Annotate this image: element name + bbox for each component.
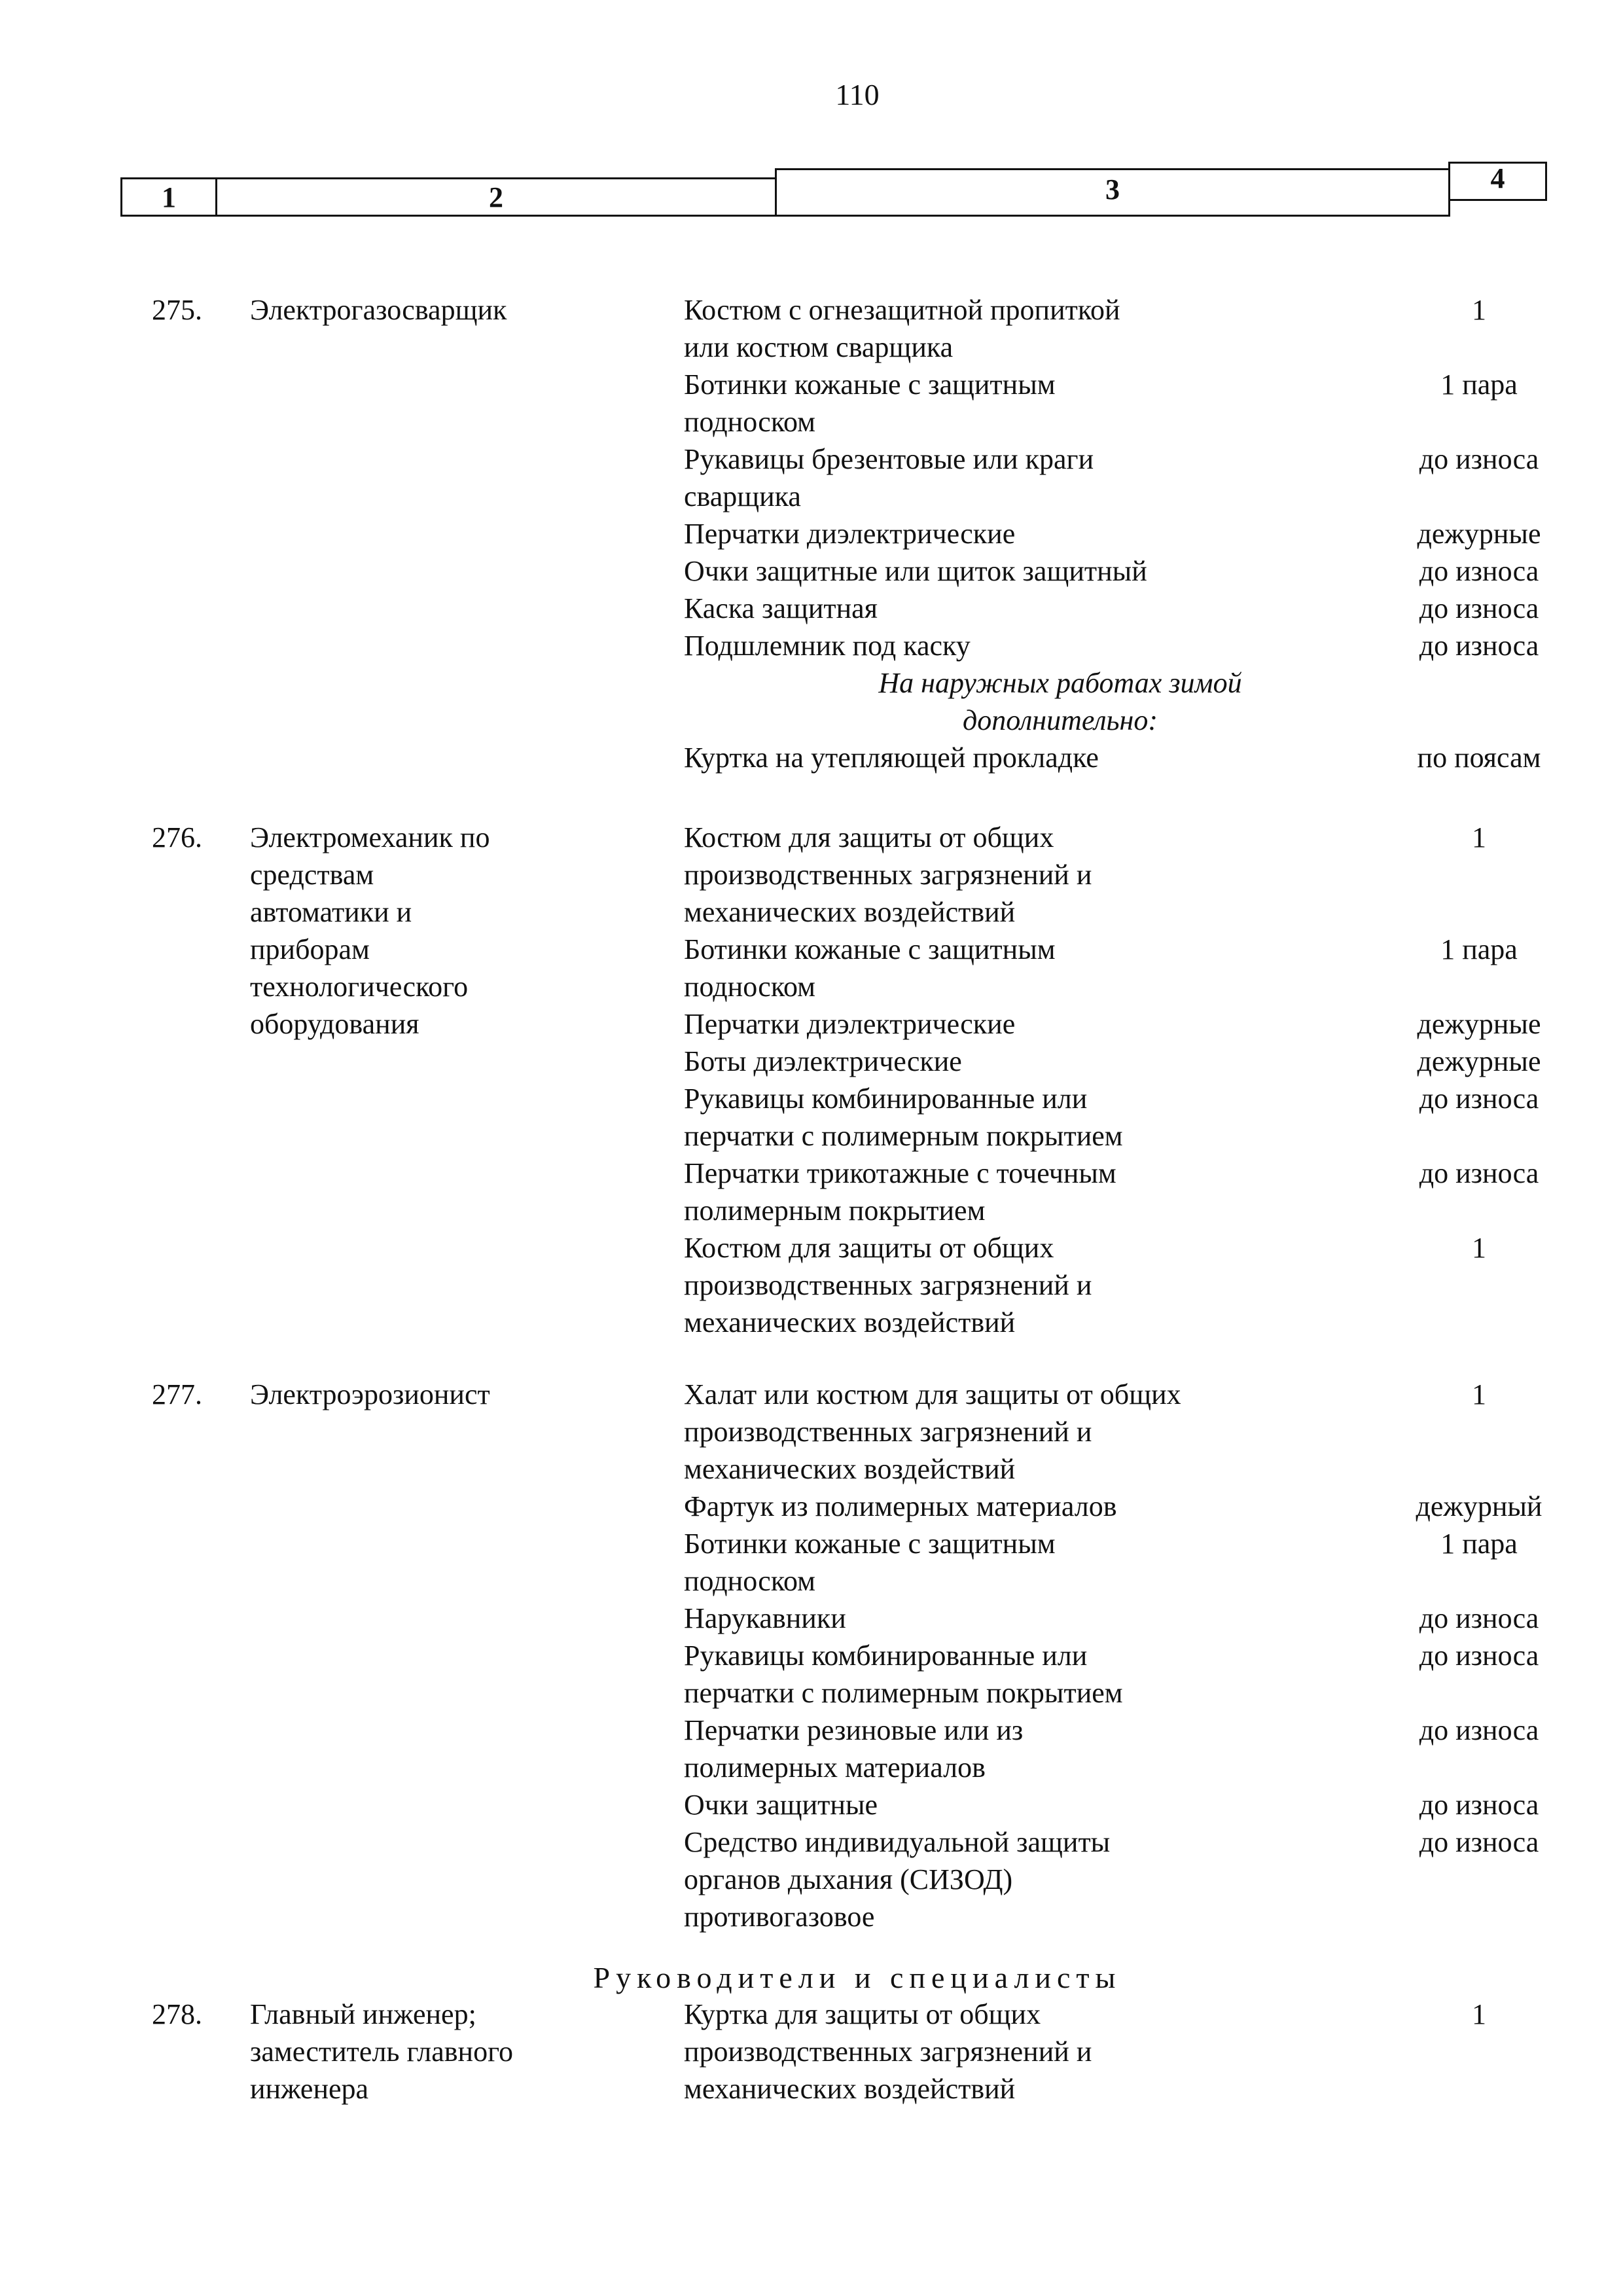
- ppe-item-name: Очки защитные или щиток защитный: [684, 555, 1147, 587]
- ppe-item-name: производственных загрязнений и: [684, 1269, 1092, 1301]
- ppe-item-name: Куртка на утепляющей прокладке: [684, 742, 1099, 774]
- ppe-item-name: подноском: [684, 406, 815, 438]
- ppe-item-name: Рукавицы комбинированные или: [684, 1640, 1088, 1672]
- ppe-item-name: Костюм с огнезащитной пропиткой: [684, 294, 1120, 326]
- ppe-item-quantity: 1: [1472, 294, 1486, 326]
- column-header-1: 1: [120, 177, 217, 217]
- ppe-item-name: сварщика: [684, 480, 801, 512]
- ppe-item-quantity: 1: [1472, 1998, 1486, 2030]
- ppe-item-name: механических воздействий: [684, 1306, 1016, 1338]
- profession-name: приборам: [250, 933, 370, 965]
- profession-name: заместитель главного: [250, 2036, 514, 2068]
- ppe-item-name: Подшлемник под каску: [684, 630, 971, 662]
- ppe-item-name: Костюм для защиты от общих: [684, 821, 1054, 853]
- profession-name: средствам: [250, 859, 374, 891]
- ppe-item-name: органов дыхания (СИЗОД): [684, 1863, 1013, 1895]
- ppe-item-name: производственных загрязнений и: [684, 1416, 1092, 1448]
- ppe-item-quantity: до износа: [1419, 630, 1539, 662]
- ppe-item-name: Ботинки кожаные с защитным: [684, 933, 1056, 965]
- ppe-item-name: Ботинки кожаные с защитным: [684, 368, 1056, 401]
- section-title: Руководители и специалисты: [593, 1961, 1122, 1994]
- column-header-3: 3: [775, 168, 1450, 217]
- ppe-item-name: перчатки с полимерным покрытием: [684, 1677, 1123, 1709]
- ppe-item-name: Боты диэлектрические: [684, 1045, 962, 1077]
- entry-number: 276.: [152, 821, 202, 853]
- ppe-item-quantity: до износа: [1419, 1602, 1539, 1634]
- ppe-item-quantity: 1 пара: [1440, 1528, 1518, 1560]
- ppe-item-name: Халат или костюм для защиты от общих: [684, 1378, 1181, 1410]
- ppe-item-name: Каска защитная: [684, 592, 878, 624]
- ppe-item-name: Перчатки трикотажные с точечным: [684, 1157, 1116, 1189]
- ppe-item-name: подноском: [684, 971, 815, 1003]
- profession-name: оборудования: [250, 1008, 419, 1040]
- ppe-item-name: Перчатки резиновые или из: [684, 1714, 1024, 1746]
- ppe-item-quantity: 1: [1472, 821, 1486, 853]
- ppe-item-quantity: дежурный: [1416, 1490, 1543, 1522]
- ppe-item-quantity: 1 пара: [1440, 368, 1518, 401]
- column-header-2: 2: [215, 177, 777, 217]
- conditional-note: дополнительно:: [962, 704, 1158, 736]
- profession-name: технологического: [250, 971, 469, 1003]
- ppe-item-name: Рукавицы брезентовые или краги: [684, 443, 1094, 475]
- ppe-item-quantity: до износа: [1419, 1640, 1539, 1672]
- ppe-item-quantity: до износа: [1419, 1714, 1539, 1746]
- ppe-item-quantity: дежурные: [1417, 1045, 1541, 1077]
- ppe-item-name: механических воздействий: [684, 896, 1016, 928]
- ppe-item-quantity: 1: [1472, 1378, 1486, 1410]
- profession-name: автоматики и: [250, 896, 412, 928]
- ppe-item-name: противогазовое: [684, 1901, 875, 1933]
- column-header-table: [120, 162, 1547, 217]
- ppe-item-name: или костюм сварщика: [684, 331, 954, 363]
- ppe-item-name: Фартук из полимерных материалов: [684, 1490, 1117, 1522]
- page-number: 110: [835, 78, 880, 111]
- entry-number: 277.: [152, 1378, 202, 1410]
- profession-name: Электромеханик по: [250, 821, 490, 853]
- ppe-item-name: механических воздействий: [684, 1453, 1016, 1485]
- ppe-item-name: производственных загрязнений и: [684, 859, 1092, 891]
- ppe-item-name: Куртка для защиты от общих: [684, 1998, 1041, 2030]
- ppe-item-quantity: до износа: [1419, 1789, 1539, 1821]
- profession-name: Электроэрозионист: [250, 1378, 490, 1410]
- ppe-item-name: производственных загрязнений и: [684, 2036, 1092, 2068]
- profession-name: Электрогазосварщик: [250, 294, 507, 326]
- ppe-item-name: полимерных материалов: [684, 1751, 986, 1784]
- ppe-item-name: перчатки с полимерным покрытием: [684, 1120, 1123, 1152]
- ppe-item-name: Очки защитные: [684, 1789, 878, 1821]
- ppe-item-name: полимерным покрытием: [684, 1194, 986, 1227]
- ppe-item-quantity: дежурные: [1417, 1008, 1541, 1040]
- ppe-item-quantity: до износа: [1419, 443, 1539, 475]
- entry-number: 275.: [152, 294, 202, 326]
- ppe-item-name: Рукавицы комбинированные или: [684, 1083, 1088, 1115]
- ppe-item-quantity: до износа: [1419, 1826, 1539, 1858]
- ppe-item-quantity: до износа: [1419, 1083, 1539, 1115]
- conditional-note: На наружных работах зимой: [878, 667, 1242, 699]
- ppe-item-name: механических воздействий: [684, 2073, 1016, 2105]
- profession-name: Главный инженер;: [250, 1998, 476, 2030]
- ppe-item-name: Нарукавники: [684, 1602, 846, 1634]
- ppe-item-quantity: до износа: [1419, 555, 1539, 587]
- ppe-item-quantity: 1 пара: [1440, 933, 1518, 965]
- column-header-4: 4: [1448, 162, 1547, 201]
- ppe-item-name: Перчатки диэлектрические: [684, 1008, 1016, 1040]
- ppe-item-quantity: до износа: [1419, 592, 1539, 624]
- ppe-item-quantity: до износа: [1419, 1157, 1539, 1189]
- ppe-item-name: Средство индивидуальной защиты: [684, 1826, 1111, 1858]
- ppe-item-name: Перчатки диэлектрические: [684, 518, 1016, 550]
- ppe-item-quantity: по поясам: [1417, 742, 1541, 774]
- ppe-item-name: Ботинки кожаные с защитным: [684, 1528, 1056, 1560]
- profession-name: инженера: [250, 2073, 369, 2105]
- ppe-item-name: подноском: [684, 1565, 815, 1597]
- entry-number: 278.: [152, 1998, 202, 2030]
- ppe-item-quantity: 1: [1472, 1232, 1486, 1264]
- ppe-item-name: Костюм для защиты от общих: [684, 1232, 1054, 1264]
- ppe-item-quantity: дежурные: [1417, 518, 1541, 550]
